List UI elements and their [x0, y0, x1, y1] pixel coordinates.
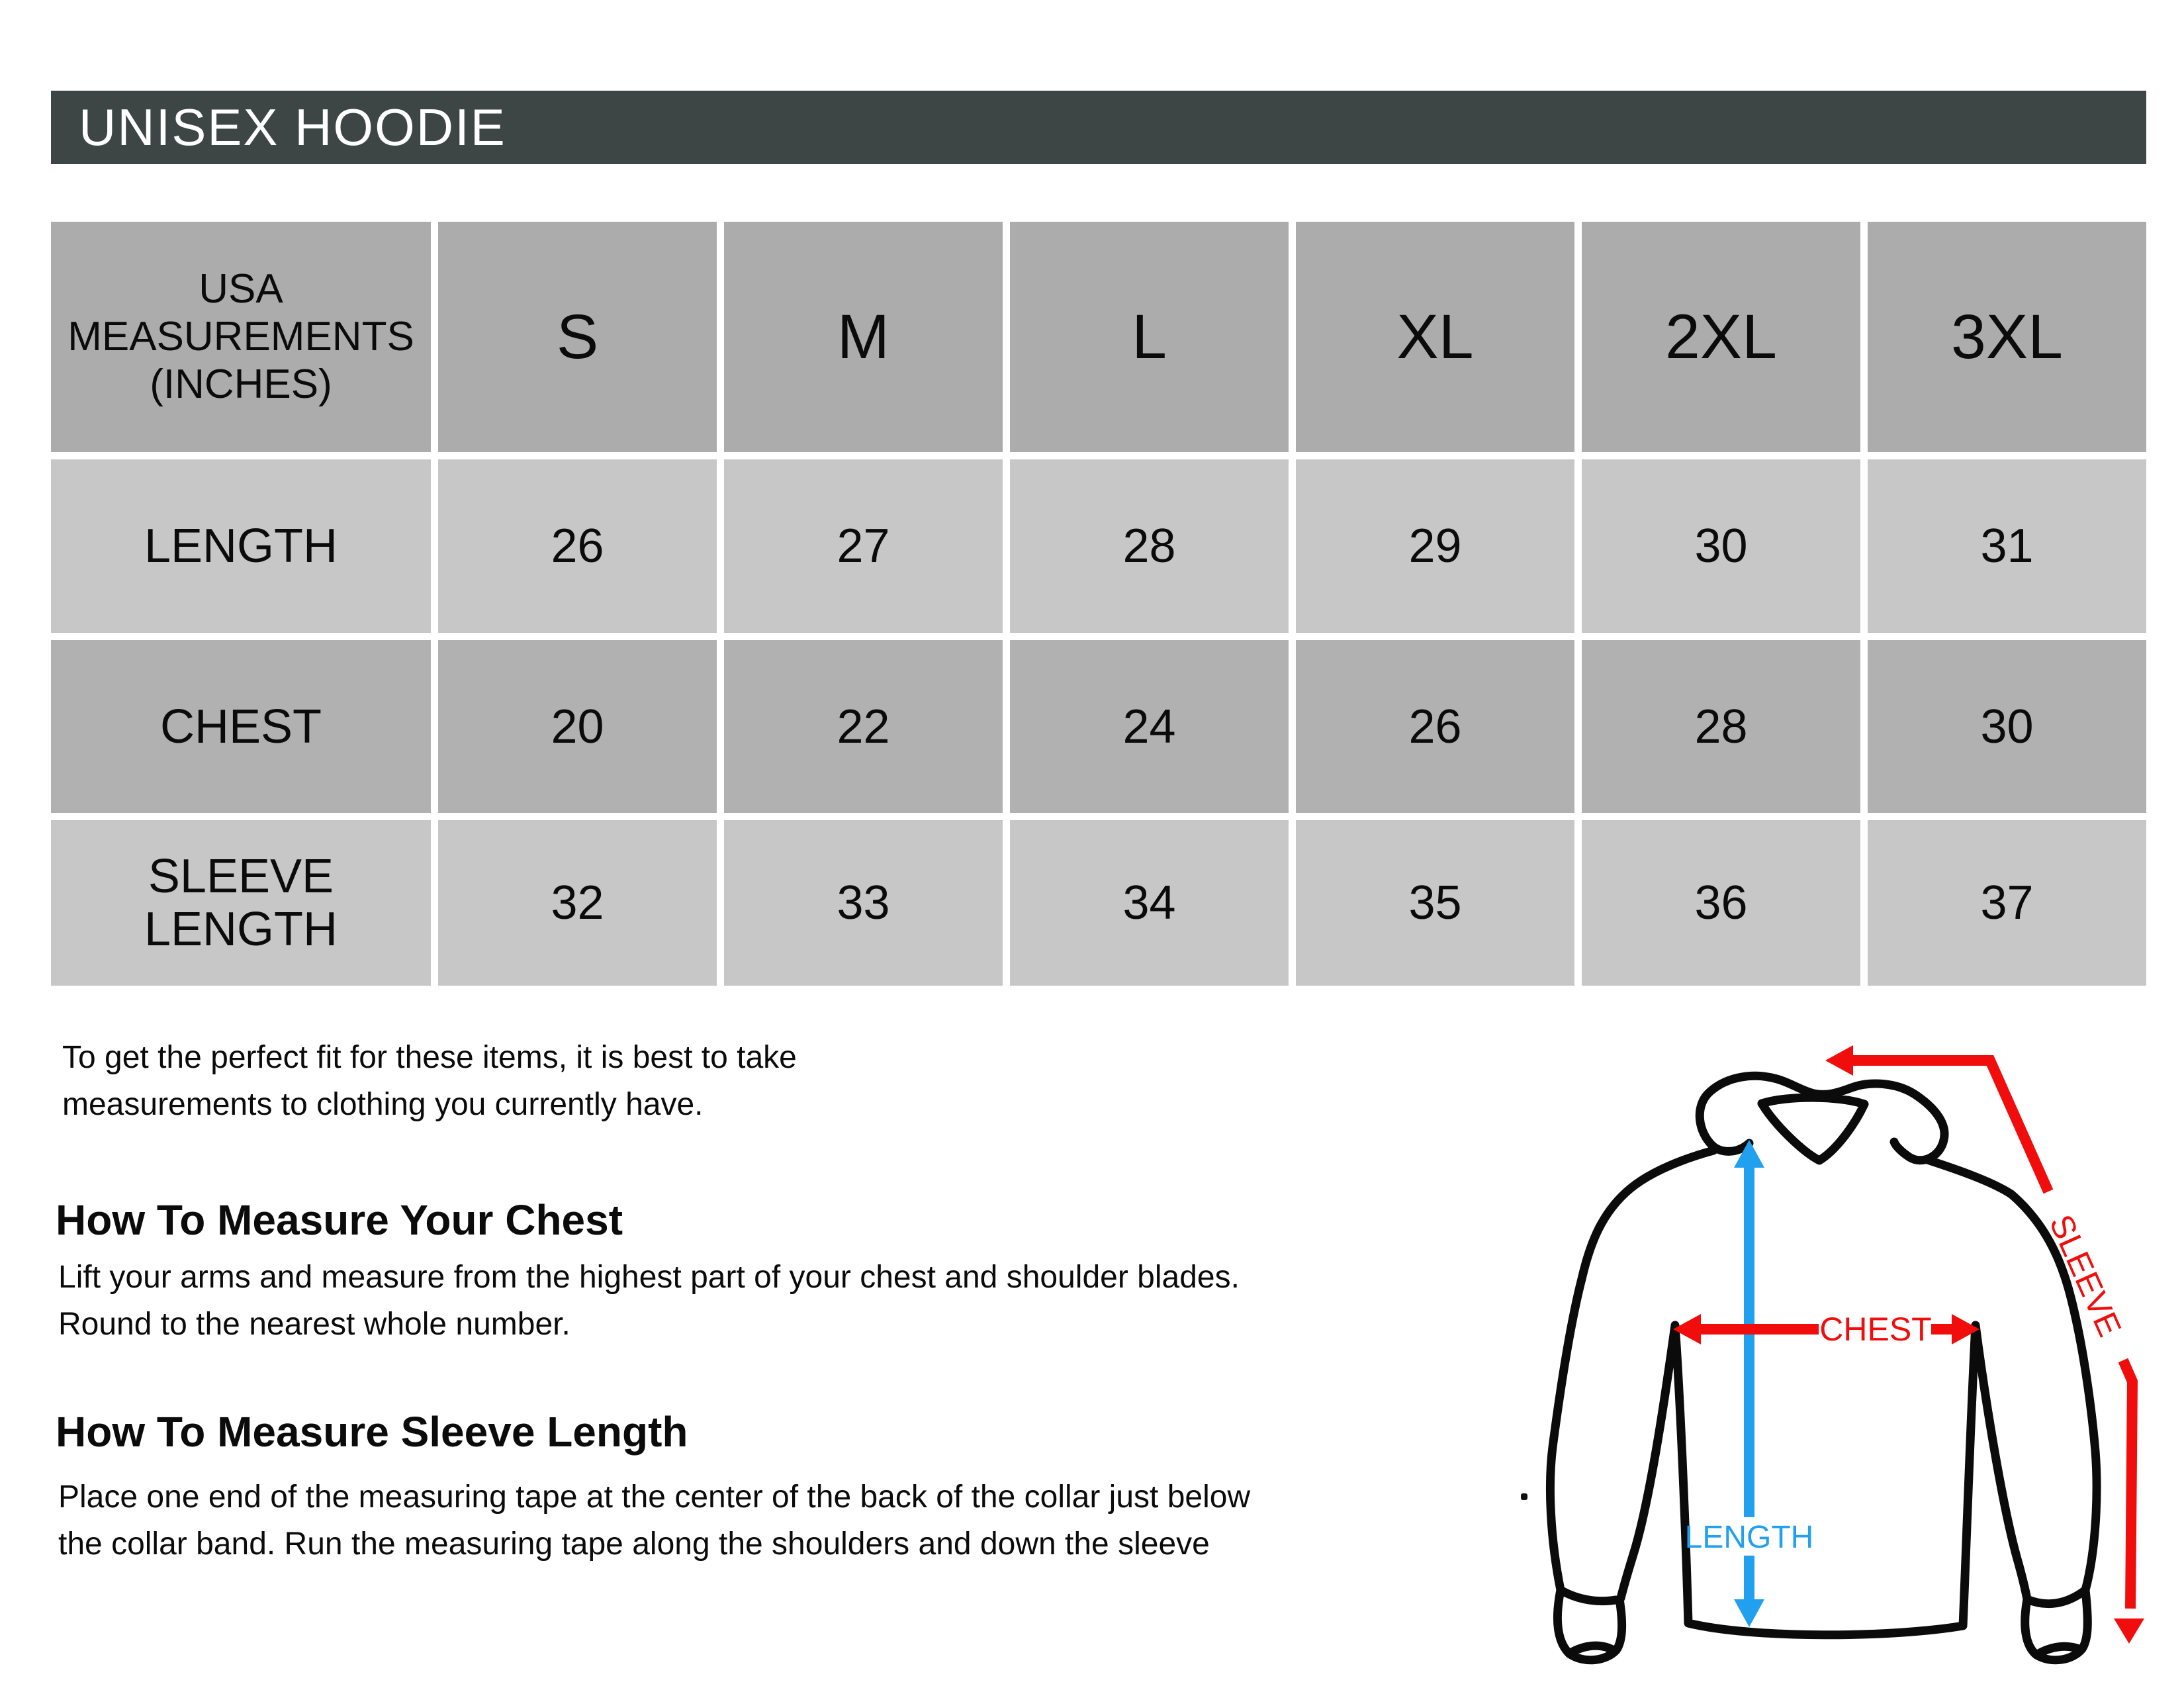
value-cell-length-s: 26 — [438, 459, 717, 633]
value-cell-sleeve-2xl: 36 — [1582, 820, 1860, 986]
value-cell-length-l: 28 — [1010, 459, 1289, 633]
value-cell-chest-l: 24 — [1010, 640, 1289, 813]
chest-instructions: Lift your arms and measure from the highest part of your chest and shoulder blades. Round to the nearest whole number. — [58, 1260, 1240, 1342]
size-header-3xl: 3XL — [1868, 222, 2146, 452]
size-header-2xl: 2XL — [1582, 222, 1860, 452]
value-cell-chest-2xl: 28 — [1582, 640, 1860, 813]
sleeve-arrow-down-head — [2114, 1618, 2144, 1644]
value-cell-sleeve-3xl: 37 — [1868, 820, 2146, 986]
size-header-m: M — [724, 222, 1003, 452]
page-title: UNISEX HOODIE — [79, 98, 506, 156]
value-cell-sleeve-m: 33 — [724, 820, 1003, 986]
corner-line: (INCHES) — [150, 361, 332, 407]
value-cell-chest-3xl: 30 — [1868, 640, 2146, 813]
row-label-chest: CHEST — [51, 640, 431, 813]
corner-line: MEASUREMENTS — [68, 314, 414, 359]
chest-diagram-label: CHEST — [1819, 1311, 1932, 1348]
hoodie-outline — [1550, 1076, 2097, 1660]
value-cell-sleeve-l: 34 — [1010, 820, 1289, 986]
length-arrow-down-head — [1734, 1599, 1764, 1627]
fit-note: To get the perfect fit for these items, it is best to take measurements to clothing you currently have. — [62, 1040, 797, 1122]
row-label-length: LENGTH — [51, 459, 431, 633]
sleeve-heading: How To Measure Sleeve Length — [56, 1408, 688, 1456]
sleeve-label-group — [2042, 1209, 2128, 1342]
size-table — [51, 222, 2146, 986]
value-cell-sleeve-xl: 35 — [1296, 820, 1574, 986]
value-cell-length-2xl: 30 — [1582, 459, 1860, 633]
value-cell-length-m: 27 — [724, 459, 1003, 633]
size-header-s: S — [438, 222, 717, 452]
table-corner-cell — [51, 222, 431, 452]
size-header-l: L — [1010, 222, 1289, 452]
sleeve-arrow-left-head — [1825, 1045, 1853, 1076]
value-cell-chest-s: 20 — [438, 640, 717, 813]
row-label-sleeve-length: SLEEVE LENGTH — [51, 820, 431, 986]
sleeve-diagram-label: SLEEVE — [2042, 1209, 2129, 1342]
value-cell-chest-xl: 26 — [1296, 640, 1574, 813]
value-cell-length-3xl: 31 — [1868, 459, 2146, 633]
length-diagram-label: LENGTH — [1684, 1520, 1814, 1555]
value-cell-chest-m: 22 — [724, 640, 1003, 813]
chest-heading: How To Measure Your Chest — [56, 1196, 623, 1244]
value-cell-length-xl: 29 — [1296, 459, 1574, 633]
title-bar — [51, 91, 2146, 164]
size-header-xl: XL — [1296, 222, 1574, 452]
hoodie-diagram — [1522, 1026, 2184, 1688]
value-cell-sleeve-s: 32 — [438, 820, 717, 986]
corner-line: USA — [199, 266, 283, 312]
sleeve-instructions: Place one end of the measuring tape at the center of the back of the collar just below the collar band. Run the measuring tape along the shoulders and down the sleeve — [58, 1479, 1251, 1562]
